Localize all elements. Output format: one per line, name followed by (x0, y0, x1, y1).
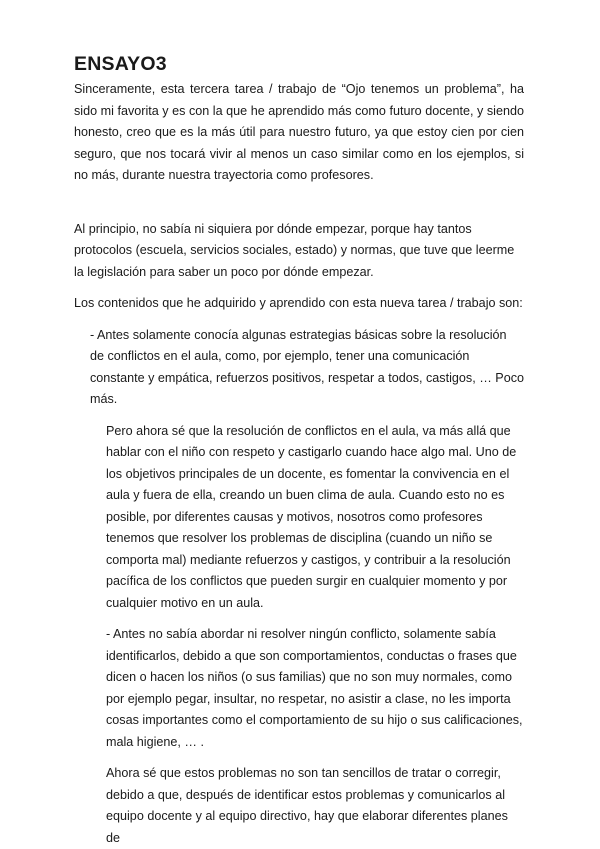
list-item-1: - Antes solamente conocía algunas estrategias básicas sobre la resolución de conflictos en el aula, como, por ejemplo, tener una comunicación constante y empática, refuerzos positivos, respetar a todos, castigos, … Poco más. (90, 327, 524, 406)
list-item-1-detail: Pero ahora sé que la resolución de conflictos en el aula, va más allá que hablar con el niño con respeto y castigarlo cuando hace algo mal. Uno de los objetivos principales de un docente, es fomentar la convivencia en el aula y fuera de ella, creando un buen clima de aula. Cuando esto no es posible, por diferentes causas y motivos, nosotros como profesores tenemos que resolver los problemas de disciplina (cuando un niño se comporta mal) mediante refuerzos y castigos, y contribuir a la resolución pacífica de los conflictos que pueden surgir en cualquier momento y por cualquier motivo en un aula. (106, 423, 517, 610)
list-item-2-detail: Ahora sé que estos problemas no son tan sencillos de tratar o corregir, debido a que, después de identificar estos problemas y comunicarlos al equipo docente y al equipo directivo, hay que elaborar diferentes planes de (106, 766, 508, 845)
start-paragraph: Al principio, no sabía ni siquiera por dónde empezar, porque hay tantos protocolos (escuela, servicios sociales, estado) y normas, que tuve que leerme la legislación para saber un poco por dónde empezar. (74, 221, 515, 279)
contents-paragraph: Los contenidos que he adquirido y aprendido con esta nueva tarea / trabajo son: (74, 296, 523, 310)
document-title: ENSAYO3 (74, 53, 167, 75)
intro-paragraph: Sinceramente, esta tercera tarea / trabajo de “Ojo tenemos un problema”, ha sido mi favorita y es con la que he aprendido más como futuro docente, y siendo honesto, creo que es la más útil para nuestro futuro, ya que estoy cien por cien seguro, que nos tocará vivir al menos un caso similar como en los ejemplos, si no más, durante nuestra trayectoria como profesores. (74, 82, 524, 182)
list-item-2: - Antes no sabía abordar ni resolver ningún conflicto, solamente sabía identificarlos, debido a que son comportamientos, conductas o frases que dicen o hacen los niños (o sus familias) que no son muy normales, como por ejemplo pegar, insultar, no respetar, no asistir a clase, no les importa cosas importantes como el comportamiento de su hijo o sus calificaciones, mala higiene, … . (106, 627, 523, 749)
